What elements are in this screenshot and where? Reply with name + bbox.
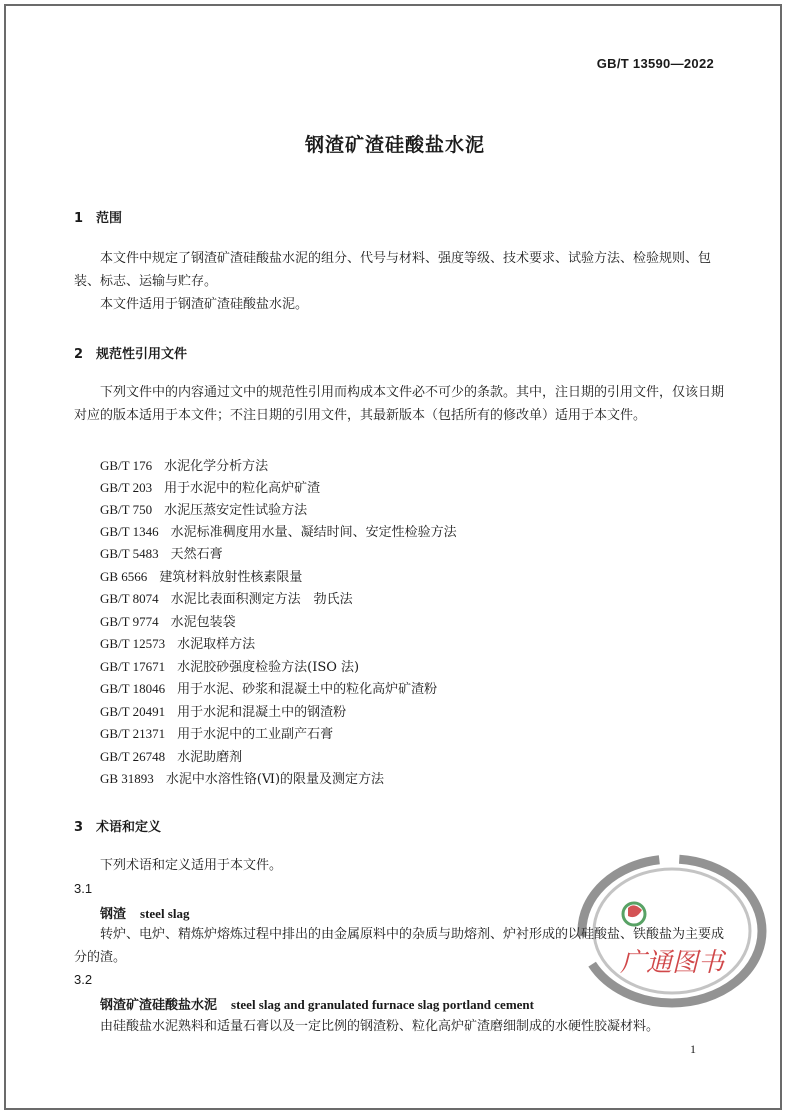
section-number: 2 bbox=[74, 347, 84, 362]
reference-code: GB/T 203 bbox=[100, 480, 153, 495]
reference-item bbox=[100, 588, 353, 607]
term-heading bbox=[100, 994, 534, 1013]
section-title: 范围 bbox=[96, 211, 123, 226]
term-english: steel slag bbox=[140, 906, 190, 921]
reference-name: 用于水泥、砂浆和混凝土中的粒化高炉矿渣粉 bbox=[177, 682, 438, 697]
reference-name: 水泥压蒸安定性试验方法 bbox=[164, 503, 308, 518]
scope-paragraph-2: 本文件适用于钢渣矿渣硅酸盐水泥。 bbox=[100, 297, 309, 312]
reference-code: GB/T 17671 bbox=[100, 659, 166, 674]
reference-name: 水泥标准稠度用水量、凝结时间、安定性检验方法 bbox=[170, 525, 457, 540]
standard-number: GB/T 13590—2022 bbox=[596, 56, 714, 71]
reference-name: 水泥包装袋 bbox=[170, 615, 236, 630]
section-title: 规范性引用文件 bbox=[96, 347, 188, 362]
reference-item bbox=[100, 723, 333, 742]
reference-item bbox=[100, 768, 384, 787]
reference-item bbox=[100, 543, 223, 562]
reference-name: 水泥助磨剂 bbox=[177, 750, 243, 765]
term-definition: 转炉、电炉、精炼炉熔炼过程中排出的由金属原料中的杂质与助熔剂、炉衬形成的以硅酸盐、铁酸盐为主要成分的渣。 bbox=[74, 927, 725, 965]
term-chinese: 钢渣矿渣硅酸盐水泥 bbox=[100, 998, 218, 1013]
references-intro-paragraph: 下列文件中的内容通过文中的规范性引用而构成本文件必不可少的条款。其中，注日期的引用文件，仅该日期对应的版本适用于本文件；不注日期的引用文件，其最新版本（包括所有的修改单）适用于本文件。 bbox=[74, 385, 725, 423]
reference-code: GB/T 20491 bbox=[100, 704, 166, 719]
reference-code: GB/T 750 bbox=[100, 502, 153, 517]
reference-item bbox=[100, 701, 346, 720]
reference-code: GB/T 1346 bbox=[100, 524, 159, 539]
reference-item bbox=[100, 611, 236, 630]
reference-name: 水泥取样方法 bbox=[177, 637, 256, 652]
reference-item bbox=[100, 455, 268, 474]
section-1-heading bbox=[74, 207, 122, 226]
scope-paragraph-1: 本文件中规定了钢渣矿渣硅酸盐水泥的组分、代号与材料、强度等级、技术要求、试验方法、检验规则、包装、标志、运输与贮存。 bbox=[74, 251, 712, 289]
reference-item bbox=[100, 521, 457, 540]
page-number: 1 bbox=[690, 1042, 696, 1056]
term-english: steel slag and granulated furnace slag portland cement bbox=[231, 997, 534, 1012]
reference-name: 水泥化学分析方法 bbox=[164, 459, 269, 474]
section-3-heading bbox=[74, 816, 161, 835]
reference-item bbox=[100, 656, 359, 675]
reference-code: GB/T 12573 bbox=[100, 636, 166, 651]
reference-name: 用于水泥和混凝土中的钢渣粉 bbox=[177, 705, 347, 720]
section-2-heading bbox=[74, 343, 187, 362]
terms-intro-paragraph: 下列术语和定义适用于本文件。 bbox=[100, 858, 283, 873]
section-title: 术语和定义 bbox=[96, 820, 162, 835]
reference-code: GB/T 9774 bbox=[100, 614, 159, 629]
reference-name: 用于水泥中的工业副产石膏 bbox=[177, 727, 334, 742]
term-chinese: 钢渣 bbox=[100, 907, 127, 922]
term-heading bbox=[100, 903, 189, 922]
reference-name: 水泥比表面积测定方法 勃氏法 bbox=[170, 592, 353, 607]
reference-code: GB/T 26748 bbox=[100, 749, 166, 764]
reference-code: GB/T 21371 bbox=[100, 726, 166, 741]
watermark-stamp bbox=[572, 846, 772, 1016]
reference-item bbox=[100, 746, 242, 765]
reference-code: GB/T 5483 bbox=[100, 546, 159, 561]
reference-name: 水泥胶砂强度检验方法(ISO 法) bbox=[177, 660, 360, 675]
reference-name: 建筑材料放射性核素限量 bbox=[159, 570, 303, 585]
reference-name: 用于水泥中的粒化高炉矿渣 bbox=[164, 481, 321, 496]
reference-code: GB 31893 bbox=[100, 771, 154, 786]
reference-name: 天然石膏 bbox=[170, 547, 223, 562]
reference-item bbox=[100, 477, 320, 496]
reference-item bbox=[100, 499, 307, 518]
reference-item bbox=[100, 678, 437, 697]
reference-code: GB/T 18046 bbox=[100, 681, 166, 696]
reference-code: GB/T 176 bbox=[100, 458, 153, 473]
reference-code: GB/T 8074 bbox=[100, 591, 159, 606]
document-title: 钢渣矿渣硅酸盐水泥 bbox=[304, 134, 485, 156]
term-number: 3.1 bbox=[74, 881, 93, 896]
section-number: 3 bbox=[74, 820, 84, 835]
section-number: 1 bbox=[74, 211, 84, 226]
term-number: 3.2 bbox=[74, 972, 93, 987]
reference-item bbox=[100, 633, 255, 652]
reference-name: 水泥中水溶性铬(Ⅵ)的限量及测定方法 bbox=[165, 772, 385, 787]
reference-item bbox=[100, 566, 302, 585]
reference-code: GB 6566 bbox=[100, 569, 148, 584]
watermark-text: 广通图书 bbox=[619, 948, 725, 978]
term-definition: 由硅酸盐水泥熟料和适量石膏以及一定比例的钢渣粉、粒化高炉矿渣磨细制成的水硬性胶凝材料。 bbox=[100, 1019, 660, 1034]
